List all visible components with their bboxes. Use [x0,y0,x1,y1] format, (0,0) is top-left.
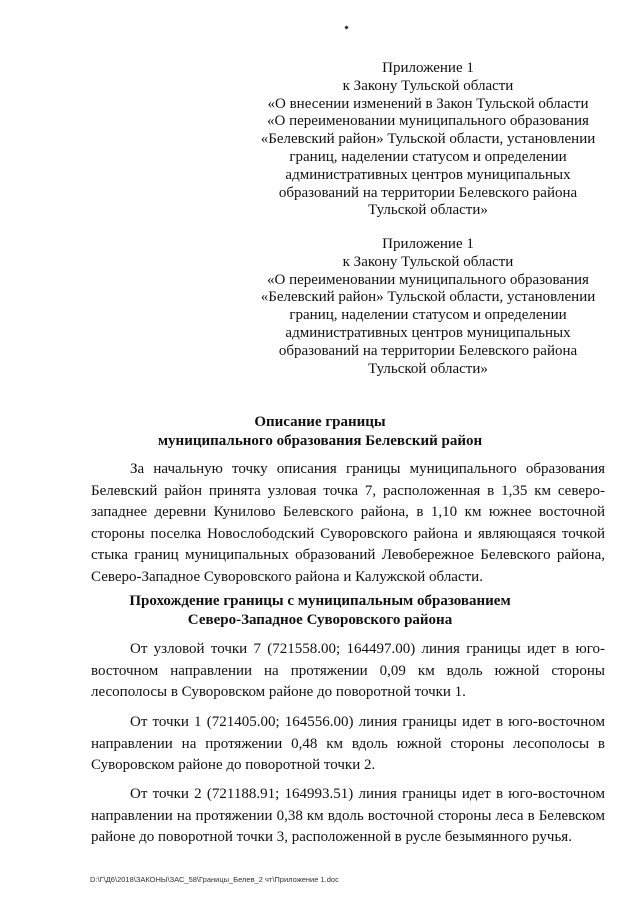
boundary-paragraph: От точки 2 (721188.91; 164993.51) линия границы идет в юго-восточном направлении на протяжении 0,38 км вдоль восточной стороны леса в Белевском районе до поворотной точки 3, расположенной в русле безымянного ручья. [91,786,605,845]
boundary-paragraph: От точки 1 (721405.00; 164556.00) линия границы идет в юго-восточном направлении на протяжении 0,48 км вдоль южной стороны лесополосы в Суворовском районе до поворотной точки 2. [91,714,605,773]
title-line-2: муниципального образования Белевский район [157,433,483,449]
appendix-line: к Закону Тульской области [342,77,514,94]
section-heading-line-2: Северо-Западное Суворовского района [187,612,453,628]
appendix-line: «О переименовании муниципального образования [267,113,589,130]
appendix-line: «О внесении изменений в Закон Тульской области [267,95,589,112]
appendix-line: к Закону Тульской области [342,253,514,270]
title-line-1: Описание границы [254,414,386,430]
section-heading-line-1: Прохождение границы с муниципальным образованием [129,593,511,609]
appendix-line: Приложение 1 [382,236,474,252]
footer-file-path: D:\Г\Д6\2018\ЗАКОНЫ\ЗАС_58\Границы_Белев_2 чт\Приложение 1.doc [90,875,339,884]
appendix-line: административных центров муниципальных [285,166,571,183]
appendix-line: «О переименовании муниципального образования [267,271,589,288]
section-heading [0,592,640,630]
appendix-line: образований на территории Белевского района [278,184,578,201]
appendix-line: Тульской области» [368,202,488,219]
intro-paragraph: За начальную точку описания границы муниципального образования Белевский район принята узловая точка 7, расположенная в 1,35 км северо-западнее деревни Кунилово Белевского района, в 1,10 км южнее восточной стороны поселка Новослободский Суворовского района и являющаяся точкой стыка границ муниципальных образований Левобережное Белевского района, Северо-Западное Суворовского района и Калужской области. [91,461,605,585]
appendix-line: Тульской области» [368,360,488,377]
appendix-line: образований на территории Белевского района [278,342,578,359]
appendix-line: границ, наделении статусом и определении [289,307,567,324]
appendix-line: Приложение 1 [382,60,474,76]
document-title [0,413,640,451]
appendix-line: «Белевский район» Тульской области, установлении [260,131,596,148]
scan-speck [344,25,348,29]
appendix-line: административных центров муниципальных [285,324,571,341]
appendix-line: «Белевский район» Тульской области, установлении [260,289,596,306]
boundary-paragraph: От узловой точки 7 (721558.00; 164497.00) линия границы идет в юго-восточном направлении на протяжении 0,09 км вдоль южной стороны лесополосы в Суворовском районе до поворотной точки 1. [91,641,605,700]
appendix-header-amendment [240,60,616,220]
appendix-line: границ, наделении статусом и определении [289,148,567,165]
appendix-header-original [240,236,616,378]
